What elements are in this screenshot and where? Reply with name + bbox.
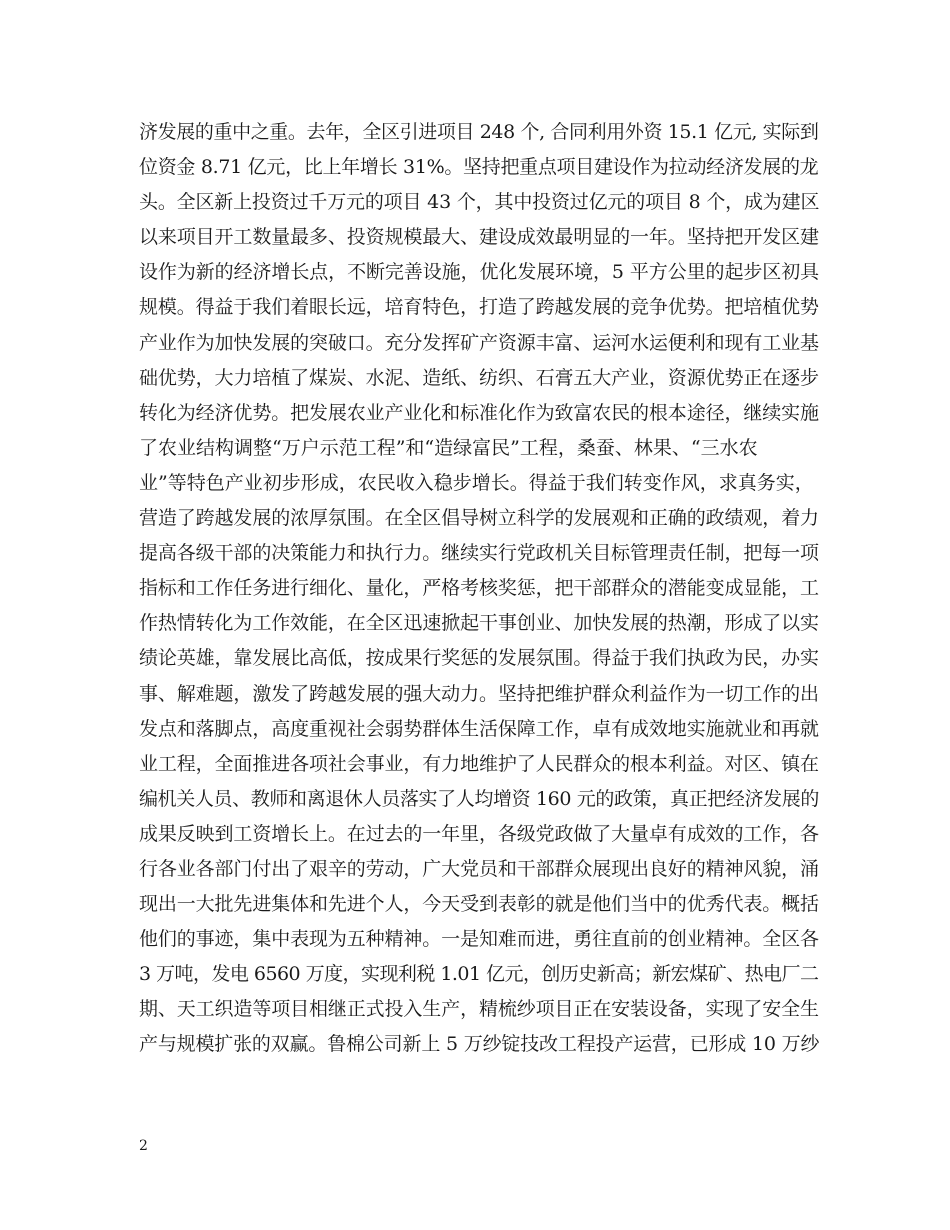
text-line: 规模。得益于我们着眼长远，培育特色，打造了跨越发展的竞争优势。把培植优势 xyxy=(139,296,819,319)
text-line: 行各业各部门付出了艰辛的劳动，广大党员和干部群众展现出良好的精神风貌，涌 xyxy=(139,857,819,880)
text-line: 产与规模扩张的双赢。鲁棉公司新上 5 万纱锭技改工程投产运营，已形成 10 万纱 xyxy=(139,1033,820,1056)
text-line: 头。全区新上投资过千万元的项目 43 个，其中投资过亿元的项目 8 个，成为建区 xyxy=(139,191,820,214)
text-line: 绩论英雄，靠发展比高低，按成果行奖惩的发展氛围。得益于我们执政为民，办实 xyxy=(139,647,819,670)
text-line: 指标和工作任务进行细化、量化，严格考核奖惩，把干部群众的潜能变成显能，工 xyxy=(139,577,819,600)
text-line: 以来项目开工数量最多、投资规模最大、建设成效最明显的一年。坚持把开发区建 xyxy=(139,226,819,249)
text-line: 济发展的重中之重。去年，全区引进项目 248 个, 合同利用外资 15.1 亿元, 实际到 xyxy=(139,121,819,143)
text-line: 业”等特色产业初步形成，农民收入稳步增长。得益于我们转变作风，求真务实， xyxy=(139,471,814,494)
body-text xyxy=(139,115,819,1063)
text-line: 产业作为加快发展的突破口。充分发挥矿产资源丰富、运河水运便利和现有工业基 xyxy=(139,331,819,354)
text-line: 转化为经济优势。把发展农业产业化和标准化作为致富农民的根本途径，继续实施 xyxy=(139,401,819,424)
text-line: 现出一大批先进集体和先进个人，今天受到表彰的就是他们当中的优秀代表。概括 xyxy=(139,893,819,916)
text-line: 成果反映到工资增长上。在过去的一年里，各级党政做了大量卓有成效的工作，各 xyxy=(139,822,819,845)
text-line: 事、解难题，激发了跨越发展的强大动力。坚持把维护群众利益作为一切工作的出 xyxy=(139,682,819,705)
text-line: 提高各级干部的决策能力和执行力。继续实行党政机关目标管理责任制，把每一项 xyxy=(139,542,819,565)
text-line: 业工程，全面推进各项社会事业，有力地维护了人民群众的根本利益。对区、镇在 xyxy=(139,752,819,775)
text-line: 3 万吨，发电 6560 万度，实现利税 1.01 亿元，创历史新高；新宏煤矿、热电厂二 xyxy=(139,963,819,986)
text-line: 位资金 8.71 亿元，比上年增长 31%。坚持把重点项目建设作为拉动经济发展的龙 xyxy=(139,156,819,179)
text-line: 础优势，大力培植了煤炭、水泥、造纸、纺织、石膏五大产业，资源优势正在逐步 xyxy=(139,366,819,389)
text-line: 期、天工织造等项目相继正式投入生产，精梳纱项目正在安装设备，实现了安全生 xyxy=(139,998,819,1021)
text-line: 营造了跨越发展的浓厚氛围。在全区倡导树立科学的发展观和正确的政绩观，着力 xyxy=(139,507,819,530)
text-line: 发点和落脚点，高度重视社会弱势群体生活保障工作，卓有成效地实施就业和再就 xyxy=(139,717,819,740)
text-line: 他们的事迹，集中表现为五种精神。一是知难而进，勇往直前的创业精神。全区各 xyxy=(139,928,819,951)
text-line: 设作为新的经济增长点，不断完善设施，优化发展环境，5 平方公里的起步区初具 xyxy=(139,261,820,284)
text-line: 作热情转化为工作效能，在全区迅速掀起干事创业、加快发展的热潮，形成了以实 xyxy=(139,612,819,635)
page-number: 2 xyxy=(139,1138,148,1154)
text-line: 编机关人员、教师和离退休人员落实了人均增资 160 元的政策，真正把经济发展的 xyxy=(139,787,819,810)
text-line: 了农业结构调整“万户示范工程”和“造绿富民”工程，桑蚕、林果、“三水农 xyxy=(139,436,758,459)
